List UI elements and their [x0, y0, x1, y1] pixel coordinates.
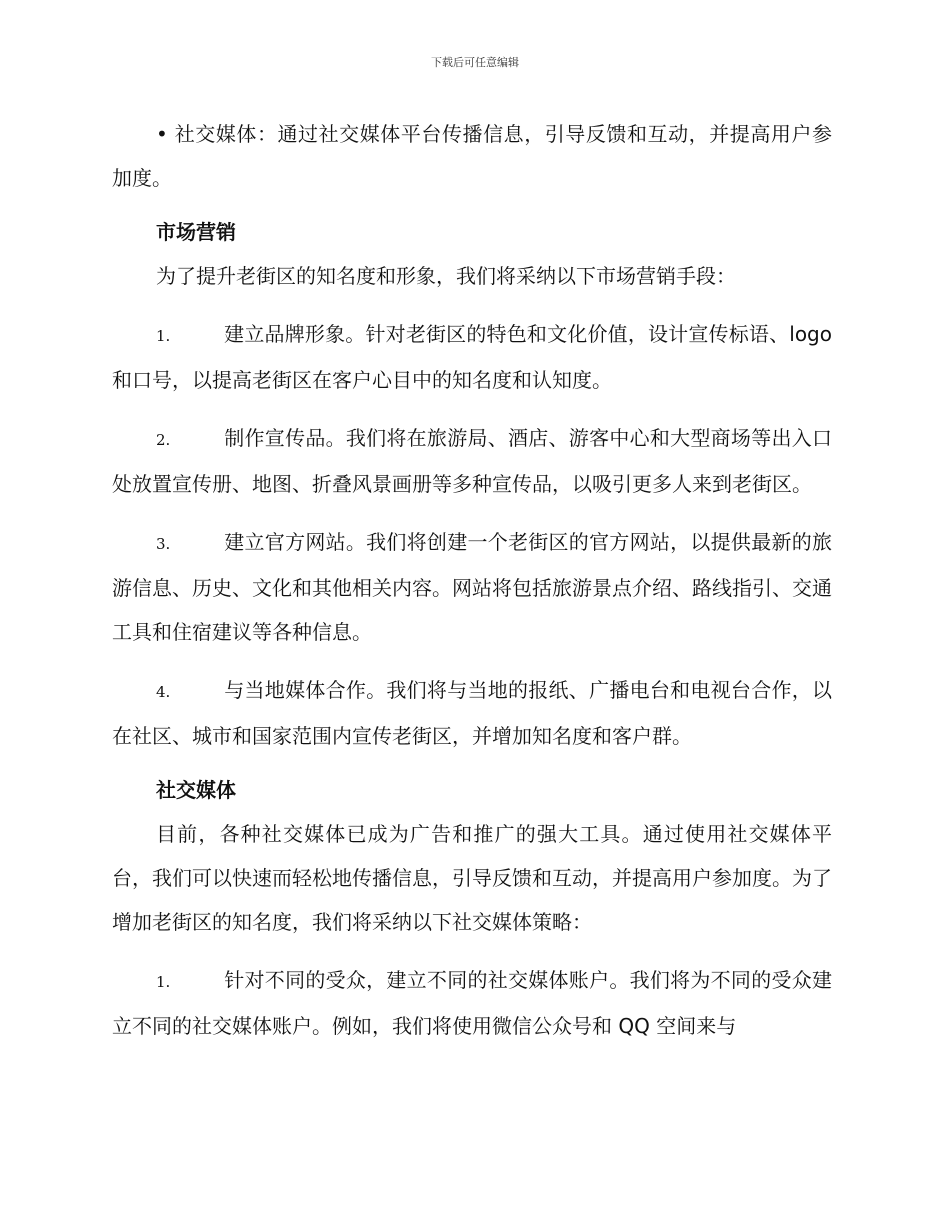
list-number: 3.: [156, 535, 171, 553]
section-heading-marketing: 市场营销: [156, 220, 236, 244]
marketing-list-item: [112, 668, 832, 758]
list-item-text: 建立品牌形象。针对老街区的特色和文化价值，设计宣传标语、logo 和口号，以提高老街区在客户心目中的知名度和认知度。: [112, 322, 832, 392]
list-item-text: 针对不同的受众，建立不同的社交媒体账户。我们将为不同的受众建立不同的社交媒体账户。例如，我们将使用微信公众号和 QQ 空间来与: [112, 968, 832, 1038]
social-intro-paragraph: 目前，各种社交媒体已成为广告和推广的强大工具。通过使用社交媒体平台，我们可以快速而轻松地传播信息，引导反馈和互动，并提高用户参加度。为了增加老街区的知名度，我们将采纳以下社交媒体策略：: [112, 822, 832, 934]
page-header: 下载后可任意编辑: [431, 56, 519, 69]
section-heading-social-media: 社交媒体: [156, 778, 236, 802]
list-number: 4.: [156, 683, 171, 701]
intro-bullet-paragraph: • 社交媒体：通过社交媒体平台传播信息，引导反馈和互动，并提高用户参加度。: [112, 122, 832, 190]
marketing-list-item: [112, 312, 832, 402]
social-list-item: [112, 958, 832, 1048]
list-number: 1.: [156, 973, 171, 991]
list-item-text: 与当地媒体合作。我们将与当地的报纸、广播电台和电视台合作，以在社区、城市和国家范围内宣传老街区，并增加知名度和客户群。: [112, 678, 832, 748]
list-item-text: 建立官方网站。我们将创建一个老街区的官方网站，以提供最新的旅游信息、历史、文化和其他相关内容。网站将包括旅游景点介绍、路线指引、交通工具和住宿建议等各种信息。: [112, 530, 832, 644]
list-number: 2.: [156, 431, 171, 449]
document-body: [112, 112, 832, 1048]
marketing-list-item: [112, 416, 832, 506]
list-number: 1.: [156, 327, 171, 345]
marketing-list-item: [112, 520, 832, 654]
marketing-intro-paragraph: 为了提升老街区的知名度和形象，我们将采纳以下市场营销手段：: [156, 264, 736, 288]
list-item-text: 制作宣传品。我们将在旅游局、酒店、游客中心和大型商场等出入口处放置宣传册、地图、折叠风景画册等多种宣传品，以吸引更多人来到老街区。: [112, 426, 832, 496]
